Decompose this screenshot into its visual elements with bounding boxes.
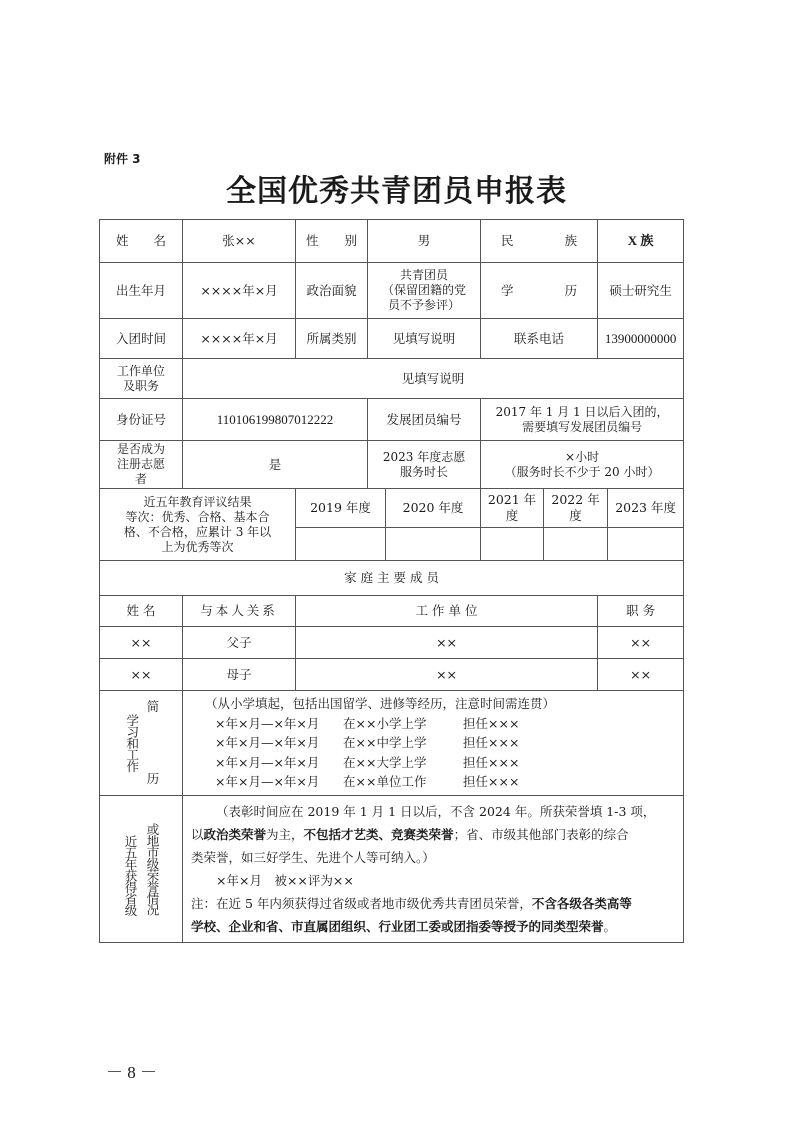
evaluation-year: 2021 年度	[481, 489, 544, 528]
evaluation-year: 2019 年度	[296, 489, 386, 528]
political-label: 政治面貌	[296, 263, 368, 319]
resume-content[interactable]	[183, 691, 684, 796]
row-resume	[100, 691, 684, 796]
ethnicity-label: 民 族	[481, 220, 598, 263]
volunteer-hours-value[interactable]: ×小时 （服务时长不少于 20 小时）	[481, 441, 684, 489]
resume-note: （从小学填起，包括出国留学、进修等经历，注意时间需连贯）	[205, 696, 556, 712]
family-member-position[interactable]: ××	[598, 659, 684, 691]
family-row	[100, 627, 684, 659]
family-member-name[interactable]: ××	[100, 659, 183, 691]
row-evaluation-years	[100, 489, 684, 528]
evaluation-year: 2023 年度	[608, 489, 684, 528]
political-value[interactable]: 共青团员 （保留团籍的党 员不予参评）	[368, 263, 481, 319]
id-value[interactable]: 110106199807012222	[183, 399, 368, 441]
family-row	[100, 659, 684, 691]
member-no-label: 发展团员编号	[368, 399, 481, 441]
honors-intro: （表彰时间应在 2019 年 1 月 1 日以后，不含 2024 年。所获荣誉填 1-3 项，	[216, 804, 656, 819]
family-header-position: 职 务	[598, 596, 684, 627]
gender-value[interactable]: 男	[368, 220, 481, 263]
family-member-work[interactable]: ××	[296, 627, 598, 659]
honors-note: 注：在近 5 年内须获得过省级或者地市级优秀共青团员荣誉，不含各级各类高等	[191, 896, 632, 911]
family-member-position[interactable]: ××	[598, 627, 684, 659]
birth-value[interactable]: ××××年×月	[183, 263, 296, 319]
evaluation-result-2019[interactable]	[296, 528, 386, 561]
ethnicity-value[interactable]: X 族	[598, 220, 684, 263]
education-value[interactable]: 硕士研究生	[598, 263, 684, 319]
volunteer-hours-label: 2023 年度志愿 服务时长	[368, 441, 481, 489]
evaluation-year: 2022 年度	[544, 489, 608, 528]
evaluation-result-2022[interactable]	[544, 528, 608, 561]
evaluation-result-2020[interactable]	[386, 528, 481, 561]
category-label: 所属类别	[296, 319, 368, 359]
row-honors	[100, 796, 684, 943]
family-member-work[interactable]: ××	[296, 659, 598, 691]
row-family-headers	[100, 596, 684, 627]
honors-content[interactable]: （表彰时间应在 2019 年 1 月 1 日以后，不含 2024 年。所获荣誉填 1-3 项， 以政治类荣誉为主，不包括才艺类、竞赛类荣誉；省、市级其他部门表彰的综合 类荣誉，如三好学生、先进个人等可纳入。） ×年×月 被××评为×× 注：在近 5 年内须获得过省级或者地市级优秀共青团员荣誉，不含各级各类高等 学校、企业和省、市直属团组织、行业团工委或团指委等授予的同类型荣誉。	[183, 796, 684, 943]
row-family-title	[100, 561, 684, 596]
gender-label: 性 别	[296, 220, 368, 263]
honors-label: 近五年获得省级 或地市级荣誉情况	[100, 796, 183, 943]
resume-entry: ×年×月—×年×月 在××小学上学 担任×××	[215, 715, 520, 731]
evaluation-label: 近五年教育评议结果 等次：优秀、合格、基本合 格、不合格，应累计 3 年以 上为优秀等次	[100, 489, 296, 561]
resume-label: 学习和工作 简 历	[100, 691, 183, 796]
join-label: 入团时间	[100, 319, 183, 359]
category-value[interactable]: 见填写说明	[368, 319, 481, 359]
name-label: 姓 名	[100, 220, 183, 263]
honors-example: ×年×月 被××评为××	[216, 873, 354, 888]
name-value[interactable]: 张××	[183, 220, 296, 263]
family-header-work: 工 作 单 位	[296, 596, 598, 627]
family-header-relation: 与本人关系	[183, 596, 296, 627]
family-member-relation[interactable]: 父子	[183, 627, 296, 659]
page-number: － 8 －	[106, 1063, 157, 1082]
row-join	[100, 319, 684, 359]
attachment-label: 附件 3	[104, 152, 141, 166]
work-label: 工作单位 及职务	[100, 359, 183, 399]
row-work	[100, 359, 684, 399]
member-no-value[interactable]: 2017 年 1 月 1 日以后入团的， 需要填写发展团员编号	[481, 399, 684, 441]
id-label: 身份证号	[100, 399, 183, 441]
form-title: 全国优秀共青团员申报表	[226, 174, 567, 209]
birth-label: 出生年月	[100, 263, 183, 319]
evaluation-year: 2020 年度	[386, 489, 481, 528]
family-header-name: 姓 名	[100, 596, 183, 627]
resume-entry: ×年×月—×年×月 在××中学上学 担任×××	[215, 735, 520, 751]
resume-entry: ×年×月—×年×月 在××大学上学 担任×××	[215, 754, 520, 770]
resume-entry: ×年×月—×年×月 在××单位工作 担任×××	[215, 774, 520, 790]
work-value[interactable]: 见填写说明	[183, 359, 684, 399]
education-label: 学 历	[481, 263, 598, 319]
volunteer-label: 是否成为 注册志愿 者	[100, 441, 183, 489]
row-birth	[100, 263, 684, 319]
application-form	[99, 219, 683, 943]
family-member-name[interactable]: ××	[100, 627, 183, 659]
phone-label: 联系电话	[481, 319, 598, 359]
form-table	[99, 219, 684, 943]
evaluation-result-2023[interactable]	[608, 528, 684, 561]
family-member-relation[interactable]: 母子	[183, 659, 296, 691]
evaluation-result-2021[interactable]	[481, 528, 544, 561]
row-name	[100, 220, 684, 263]
volunteer-value[interactable]: 是	[183, 441, 368, 489]
row-id	[100, 399, 684, 441]
phone-value[interactable]: 13900000000	[598, 319, 684, 359]
row-volunteer	[100, 441, 684, 489]
family-section-title: 家 庭 主 要 成 员	[100, 561, 684, 596]
join-value[interactable]: ××××年×月	[183, 319, 296, 359]
